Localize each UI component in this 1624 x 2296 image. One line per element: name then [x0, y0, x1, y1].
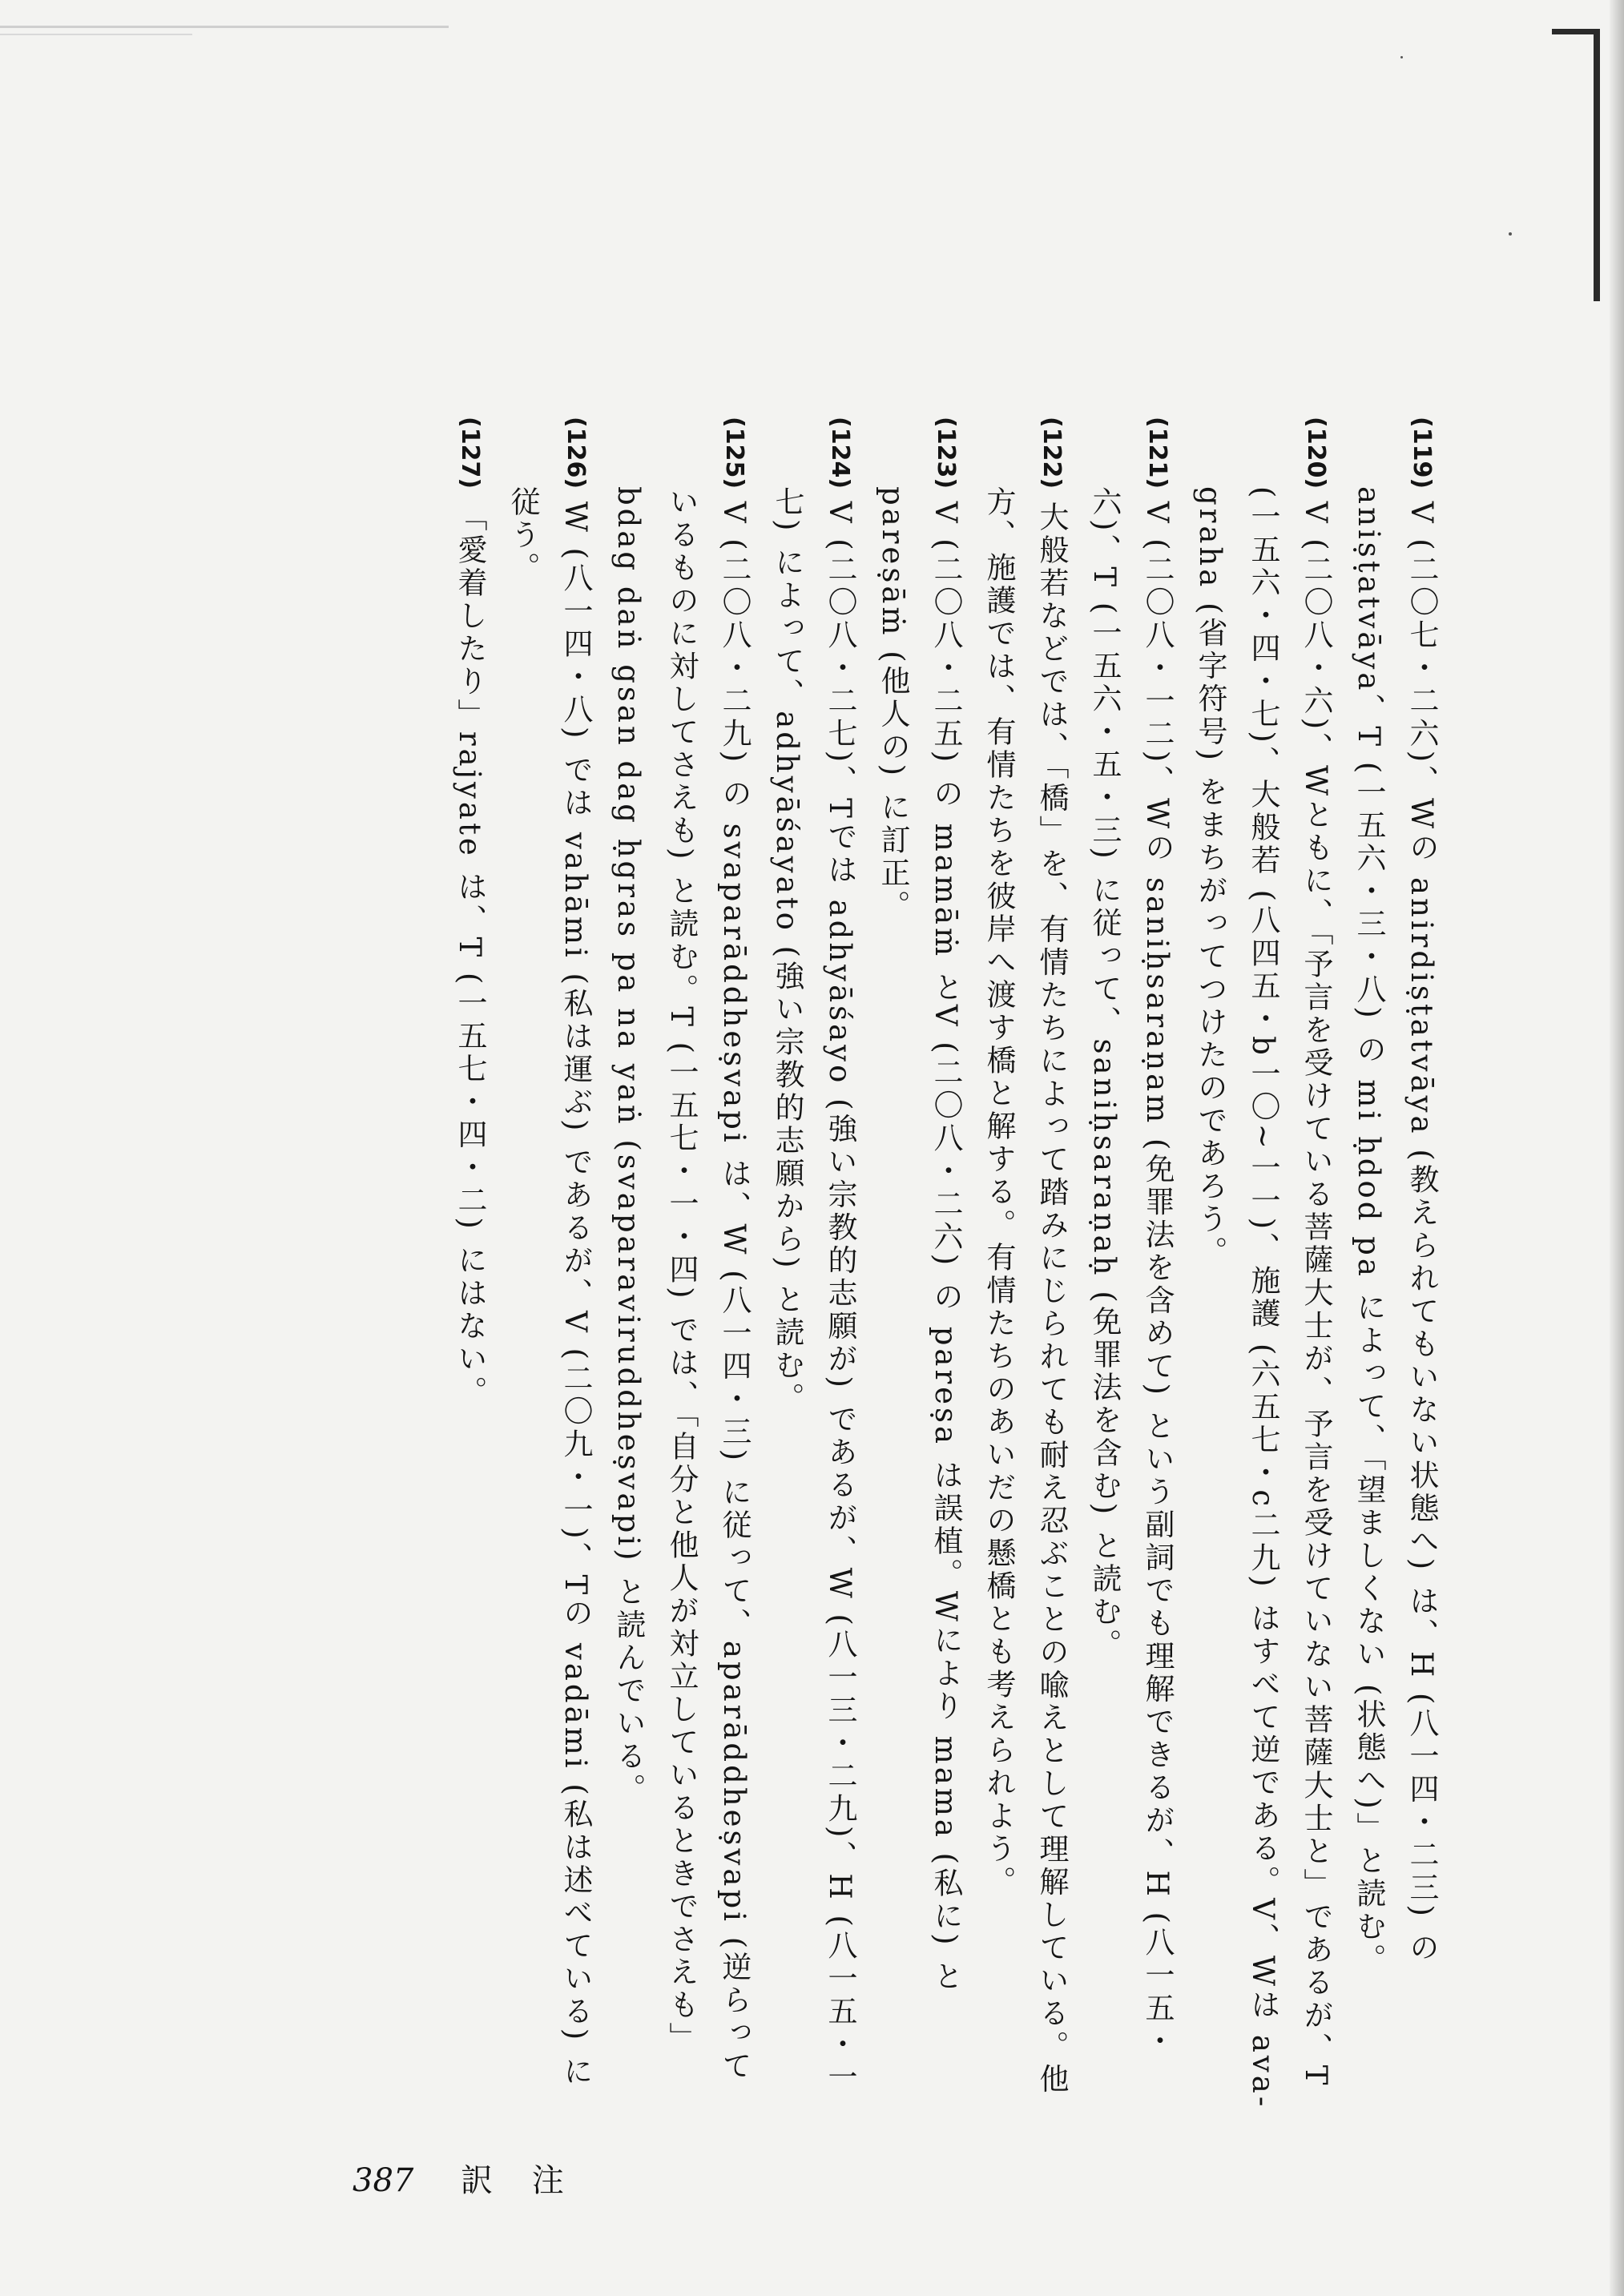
- note-text: W (八一四・八) では vahāmi (私は運ぶ) であるが、V (二〇九・一)、Tの vadāmi (私は述べている) に従う。: [506, 485, 593, 2089]
- note-number: (127): [456, 417, 484, 489]
- note-text: 「愛着したり」rajyate は、T (一五七・四・二) にはない。: [453, 501, 487, 1409]
- scan-edge-line-secondary: [0, 34, 192, 35]
- note-119: [1342, 417, 1448, 2115]
- note-text: V (二〇八・二五) の mamāṁ とV (二〇八・二六) の pareṣa は誤植。Wにより mama (私に) と pareṣāṁ (他人の) に訂正。: [876, 485, 963, 1994]
- note-number: (126): [562, 417, 590, 489]
- binding-tick: [1552, 29, 1600, 34]
- page-number: 387: [353, 2162, 414, 2199]
- running-head: 訳 注: [461, 2162, 578, 2199]
- scan-edge-line: [0, 26, 449, 28]
- note-text: V (二〇八・六)、Wともに、「予言を受けている菩薩大士が、予言を受けていない菩薩大士と」であるが、T (一五六・四・七)、大般若 (八四五・b一〇~一一)、施護 (六五七・c二九) はすべて逆である。V、Wは ava-graha (省字符号) をまちがってつけたのであろう。: [1193, 485, 1333, 2110]
- page-binding-shadow: [1610, 0, 1624, 2296]
- note-text: V (二〇八・二九) の svaparāddheṣvapi は、W (八一四・三) に従って、aparāddheṣvapi (逆らっているものに対してさえも) と読む。T (一五七・一・四) では、「自分と他人が対立しているときでさえも」bdag daṅ gsan dag ḥgras pa na yaṅ (svaparaviruddheṣvapi) と読んでいる。: [611, 485, 752, 2084]
- binding-mark: [1594, 29, 1600, 301]
- translation-notes-body: [443, 417, 1448, 2115]
- note-126: [496, 417, 602, 2115]
- note-125: [602, 417, 760, 2115]
- note-120: [1183, 417, 1342, 2115]
- note-number: (120): [1302, 417, 1330, 489]
- note-number: (121): [1143, 417, 1171, 489]
- note-text: V (二〇八・二七)、Tでは adhyāśayo (強い宗教的志願が) であるが、W (八一三・二九)、H (八一五・一七) によって、adhyāśayato (強い宗教的志願から) と読む。: [770, 485, 857, 2094]
- note-123: [866, 417, 972, 2115]
- note-number: (125): [720, 417, 748, 489]
- note-number: (123): [932, 417, 960, 489]
- note-text: V (二〇七・二六)、Wの anirdiṣṭatvāya (教えられてもいない状態へ) は、H (八一四・二三) の aniṣṭatvāya、T (一五六・三・八) の mi ḥdod pa によって、「望ましくない (状態へ)」と読む。: [1352, 485, 1439, 1976]
- note-number: (122): [1038, 417, 1066, 489]
- note-number: (119): [1408, 417, 1436, 489]
- note-number: (124): [826, 417, 854, 489]
- scan-speck: [1509, 232, 1512, 236]
- page-footer: [353, 2155, 578, 2201]
- note-122: [972, 417, 1078, 2115]
- scan-speck: [1400, 56, 1403, 58]
- note-124: [760, 417, 866, 2115]
- note-text: 大般若などでは、「橋」を、有情たちによって踏みにじられても耐え忍ぶことの喩えとして理解している。他方、施護では、有情たちを彼岸へ渡す橋と解する。有情たちのあいだの懸橋とも考えられよう。: [981, 485, 1069, 2097]
- note-121: [1078, 417, 1183, 2115]
- note-127: [443, 417, 496, 2115]
- note-text: V (二〇八・一二)、Wの saniḥsaraṇam (免罪法を含めて) という副詞でも理解できるが、H (八一五・六)、T (一五六・五・三) に従って、saniḥsaraṇaḥ (免罪法を含む) と読む。: [1087, 485, 1175, 2059]
